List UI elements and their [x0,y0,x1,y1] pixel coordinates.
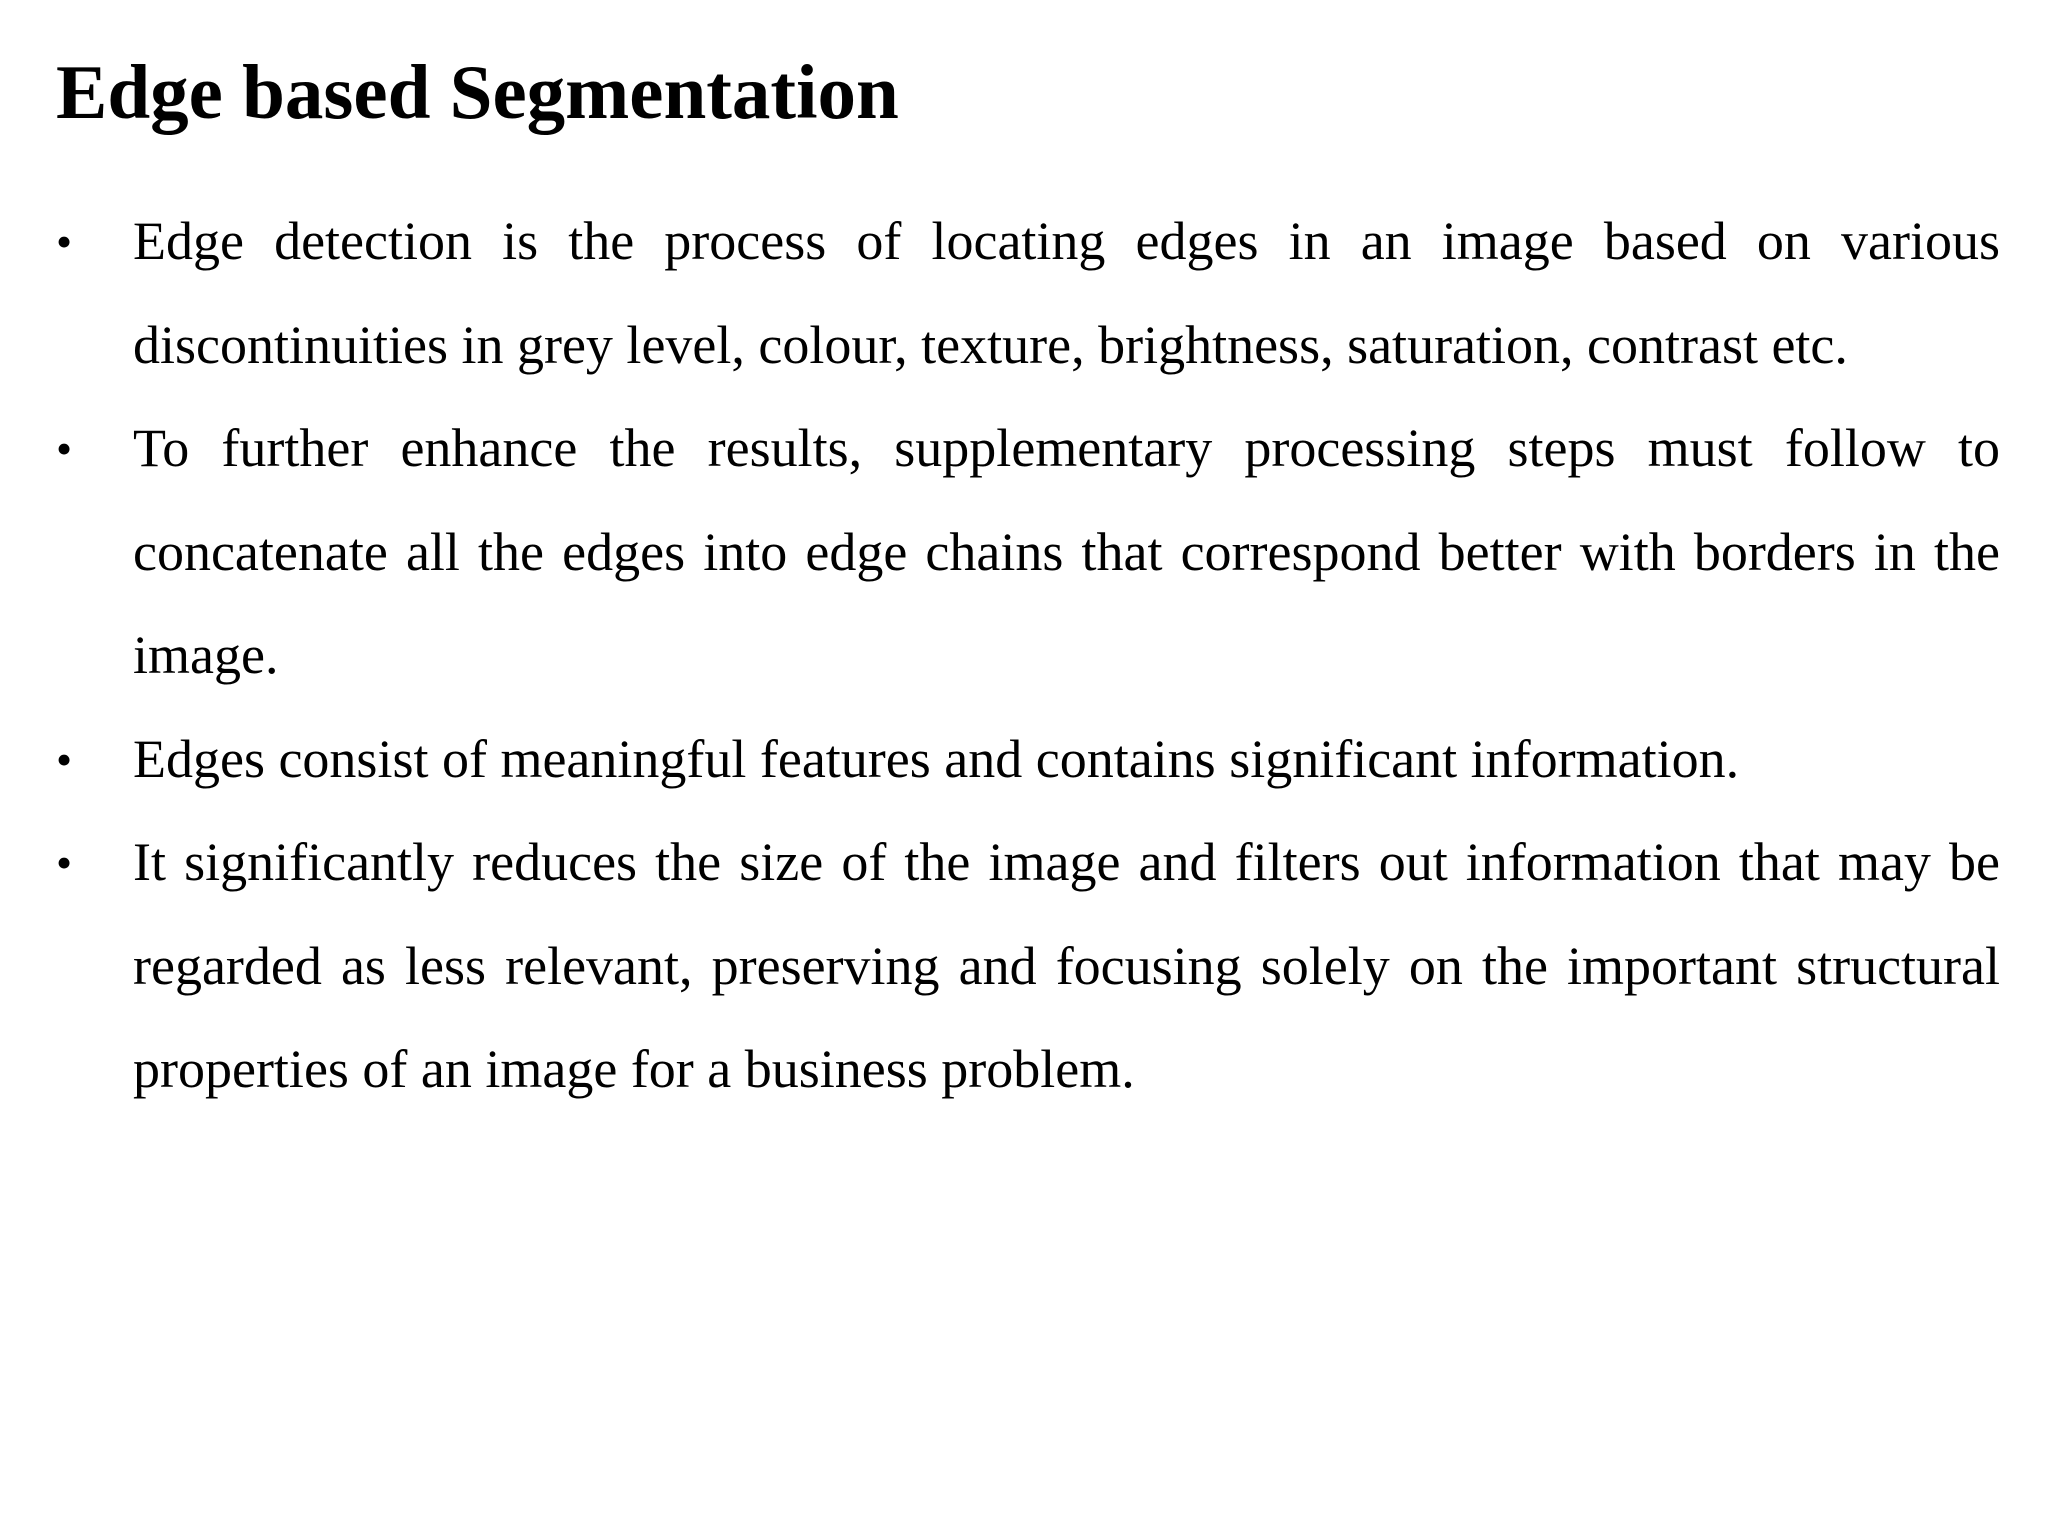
slide-title: Edge based Segmentation [56,49,899,135]
bullet-dot-icon: • [56,837,73,888]
bullet-text: Edges consist of meaningful features and contains significant information. [133,728,1740,789]
bullet-dot-icon: • [56,733,73,785]
bullet-text: To further enhance the results, supplementary processing steps must follow to concatenate all the edges into edge chains that correspond better with borders in the image. [133,418,2000,685]
bullet-item-edge-detection [56,190,2000,397]
bullet-dot-icon: • [56,423,73,474]
bullet-item-supplementary-processing [56,397,2000,708]
bullet-text: Edge detection is the process of locating edges in an image based on various discontinuities in grey level, colour, texture, brightness, saturation, contrast etc. [133,211,2000,375]
bullet-item-size-reduction [56,811,2000,1122]
bullet-list [56,190,2000,1122]
bullet-dot-icon: • [56,216,73,267]
bullet-text: It significantly reduces the size of the image and filters out information that may be regarded as less relevant, preserving and focusing solely on the important structural properties of an image for a business problem. [133,832,2000,1099]
bullet-item-meaningful-features [56,708,2000,812]
